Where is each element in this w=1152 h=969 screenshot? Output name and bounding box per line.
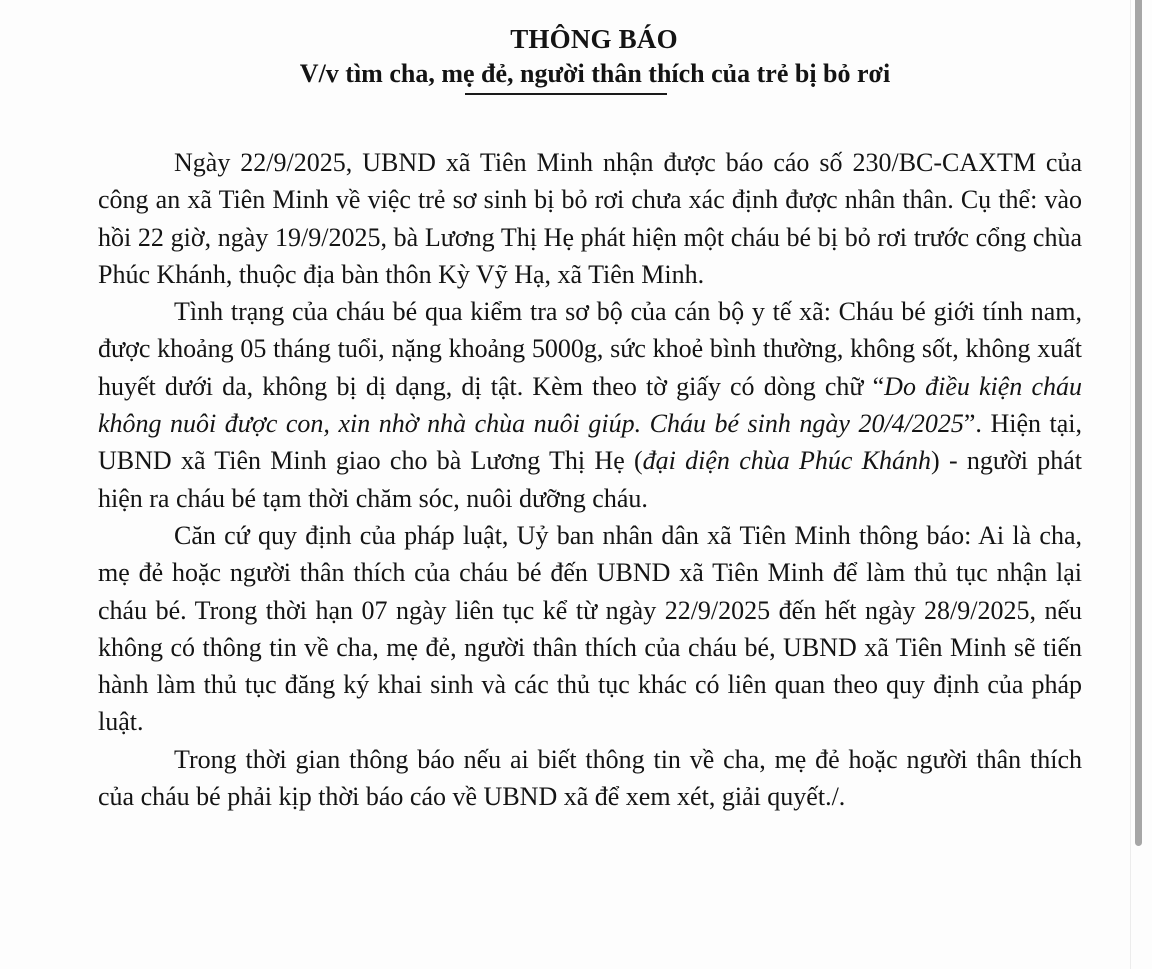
representative-aside: đại diện chùa Phúc Khánh bbox=[642, 446, 932, 476]
vertical-scrollbar-thumb[interactable] bbox=[1135, 0, 1142, 846]
condition-text: Tình trạng của cháu bé qua kiểm tra sơ bộ của cán bộ y tế xã: Cháu bé giới tính nam, được khoảng 05 tháng tuổi, nặng khoảng 5000g, sức khoẻ bình thường, không sốt, không xuất huyết dưới da, không bị dị dạng, dị tật. Kèm theo tờ giấy có dòng chữ “ bbox=[98, 297, 1082, 401]
document-page bbox=[98, 0, 1082, 812]
note-quote: Do điều kiện cháu không nuôi được con, xin nhờ nhà chùa nuôi giúp. Cháu bé sinh ngày 20/4/2025 bbox=[98, 371, 1082, 439]
document-title: THÔNG BÁO bbox=[510, 24, 678, 54]
paragraph-closing: Trong thời gian thông báo nếu ai biết thông tin về cha, mẹ đẻ hoặc người thân thích của cháu bé phải kịp thời báo cáo về UBND xã để xem xét, giải quyết./. bbox=[98, 744, 1082, 812]
condition-text-end: ) - người phát hiện ra cháu bé tạm thời chăm sóc, nuôi dưỡng cháu. bbox=[98, 446, 1082, 513]
document-body bbox=[98, 144, 1082, 815]
paragraph-report: Ngày 22/9/2025, UBND xã Tiên Minh nhận được báo cáo số 230/BC-CAXTM của công an xã Tiên Minh về việc trẻ sơ sinh bị bỏ rơi chưa xác định được nhân thân. Cụ thể: vào hồi 22 giờ, ngày 19/9/2025, bà Lương Thị Hẹ phát hiện một cháu bé bị bỏ rơi trước cổng chùa Phúc Khánh, thuộc địa bàn thôn Kỳ Vỹ Hạ, xã Tiên Minh. bbox=[98, 148, 1082, 289]
document-subtitle: V/v tìm cha, mẹ đẻ, người thân thích của trẻ bị bỏ rơi bbox=[299, 59, 891, 88]
condition-text-cont: ”. Hiện tại, UBND xã Tiên Minh giao cho bà Lương Thị Hẹ ( bbox=[98, 409, 1082, 476]
paragraph-legal-notice: Căn cứ quy định của pháp luật, Uỷ ban nhân dân xã Tiên Minh thông báo: Ai là cha, mẹ đẻ hoặc người thân thích của cháu bé đến UBND xã Tiên Minh để làm thủ tục nhận lại cháu bé. Trong thời hạn 07 ngày liên tục kể từ ngày 22/9/2025 đến hết ngày 28/9/2025, nếu không có thông tin về cha, mẹ đẻ, người thân thích của cháu bé, UBND xã Tiên Minh sẽ tiến hành làm thủ tục đăng ký khai sinh và các thủ tục khác có liên quan theo quy định của pháp luật. bbox=[98, 520, 1082, 737]
title-underline-divider bbox=[465, 93, 667, 95]
paragraph-child-condition bbox=[98, 293, 1082, 517]
